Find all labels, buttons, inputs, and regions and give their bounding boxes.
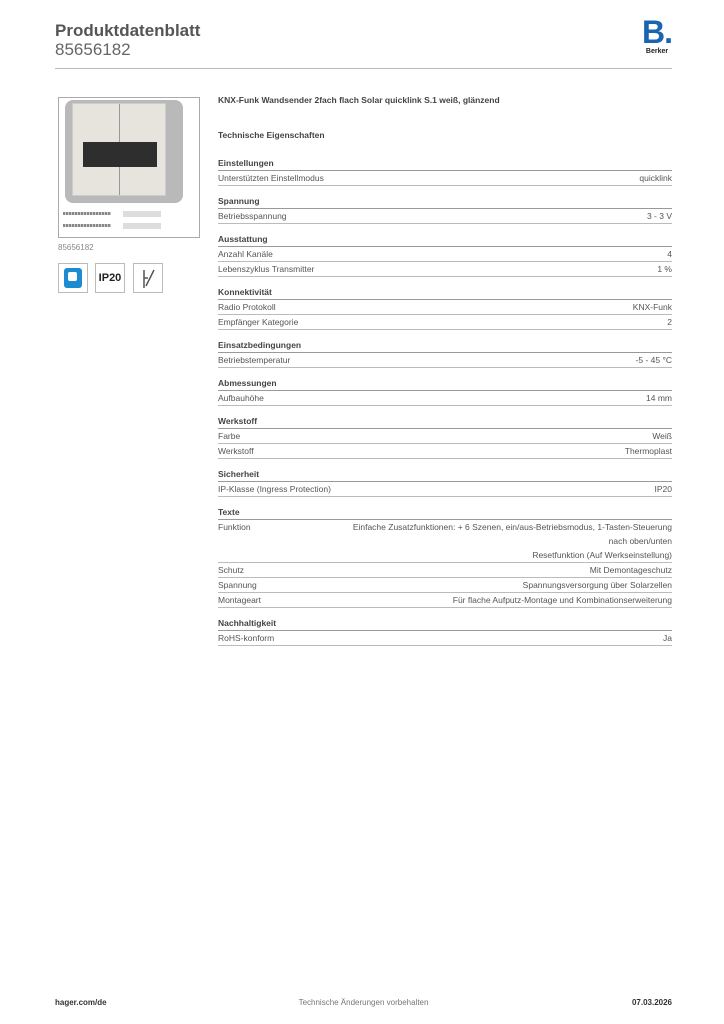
- spec-label: RoHS-konform: [218, 633, 275, 643]
- spec-row: [218, 631, 672, 646]
- spec-label: IP-Klasse (Ingress Protection): [218, 484, 331, 494]
- spec-row: [218, 578, 672, 593]
- spec-row: [218, 262, 672, 277]
- spec-section: [218, 285, 672, 330]
- spec-label: Lebenszyklus Transmitter: [218, 264, 315, 274]
- tech-heading: Technische Eigenschaften: [218, 130, 325, 140]
- spec-label: Anzahl Kanäle: [218, 249, 273, 259]
- section-title: Sicherheit: [218, 467, 672, 482]
- spec-value: KNX-Funk: [632, 302, 672, 312]
- spec-value: 4: [667, 249, 672, 259]
- spec-section: [218, 616, 672, 646]
- spec-value: 2: [667, 317, 672, 327]
- spec-section: [218, 156, 672, 186]
- berker-logo: B. Berker: [642, 14, 672, 55]
- spec-value: 3 - 3 V: [646, 211, 672, 221]
- section-title: Spannung: [218, 194, 672, 209]
- product-image: [58, 97, 200, 238]
- spec-value: Weiß: [652, 431, 672, 441]
- solar-panel: [83, 142, 157, 167]
- section-title: Konnektivität: [218, 285, 672, 300]
- specs-panel: [218, 95, 672, 646]
- spec-section: [218, 376, 672, 406]
- spec-label: Funktion: [218, 522, 251, 532]
- footer-website[interactable]: hager.com/de: [55, 998, 107, 1007]
- quicklink-icon: [58, 263, 88, 293]
- spec-row: [218, 300, 672, 315]
- spec-value: Ja: [663, 633, 672, 643]
- section-title: Einstellungen: [218, 156, 672, 171]
- spec-row: [218, 444, 672, 459]
- spec-label: Aufbauhöhe: [218, 393, 264, 403]
- spec-row: [218, 520, 672, 563]
- spec-value: Für flache Aufputz-Montage und Kombinationserweiterung: [452, 595, 672, 605]
- spec-value: IP20: [654, 484, 672, 494]
- spec-section: [218, 467, 672, 497]
- spec-section: [218, 414, 672, 459]
- spec-row: [218, 593, 672, 608]
- spec-section: [218, 338, 672, 368]
- spec-label: Farbe: [218, 431, 241, 441]
- spec-value: 1 %: [657, 264, 672, 274]
- section-title: Einsatzbedingungen: [218, 338, 672, 353]
- spec-row: [218, 209, 672, 224]
- spec-label: Radio Protokoll: [218, 302, 276, 312]
- surface-mount-icon: [133, 263, 163, 293]
- spec-label: Schutz: [218, 565, 244, 575]
- spec-value: Thermoplast: [624, 446, 672, 456]
- spec-value: Spannungsversorgung über Solarzellen: [522, 580, 672, 590]
- spec-label: Unterstützten Einstellmodus: [218, 173, 324, 183]
- spec-value: quicklink: [639, 173, 672, 183]
- spec-label: Betriebstemperatur: [218, 355, 291, 365]
- footer-date: 07.03.2026: [631, 998, 672, 1007]
- spec-value: Mit Demontageschutz: [589, 565, 672, 575]
- spec-section: [218, 194, 672, 224]
- spec-value: Einfache Zusatzfunktionen: + 6 Szenen, ein/aus-Betriebsmodus, 1-Tasten-Steuerung nach oben/unten Resetfunktion (Auf Werkseinstellung): [352, 522, 672, 560]
- footer-note: Technische Änderungen vorbehalten: [298, 998, 429, 1007]
- section-title: Nachhaltigkeit: [218, 616, 672, 631]
- article-number: 85656182: [55, 40, 131, 59]
- spec-label: Werkstoff: [218, 446, 254, 456]
- spec-value: 14 mm: [646, 393, 672, 403]
- spec-row: [218, 353, 672, 368]
- header-divider: [55, 68, 672, 69]
- spec-section: [218, 232, 672, 277]
- spec-row: [218, 391, 672, 406]
- spec-label: Betriebsspannung: [218, 211, 287, 221]
- spec-value: -5 - 45 °C: [635, 355, 672, 365]
- spec-label: Empfänger Kategorie: [218, 317, 299, 327]
- spec-row: [218, 171, 672, 186]
- ip-badge: IP20: [95, 263, 125, 293]
- spec-row: [218, 563, 672, 578]
- spec-row: [218, 429, 672, 444]
- spec-row: [218, 247, 672, 262]
- section-title: Abmessungen: [218, 376, 672, 391]
- product-title: KNX-Funk Wandsender 2fach flach Solar quicklink S.1 weiß, glänzend: [218, 95, 500, 105]
- section-title: Ausstattung: [218, 232, 672, 247]
- spec-row: [218, 482, 672, 497]
- spec-label: Spannung: [218, 580, 257, 590]
- spec-row: [218, 315, 672, 330]
- section-title: Texte: [218, 505, 672, 520]
- section-title: Werkstoff: [218, 414, 672, 429]
- spec-label: Montageart: [218, 595, 261, 605]
- page-title: Produktdatenblatt: [55, 21, 201, 40]
- image-caption: 85656182: [58, 243, 94, 252]
- spec-section: [218, 505, 672, 608]
